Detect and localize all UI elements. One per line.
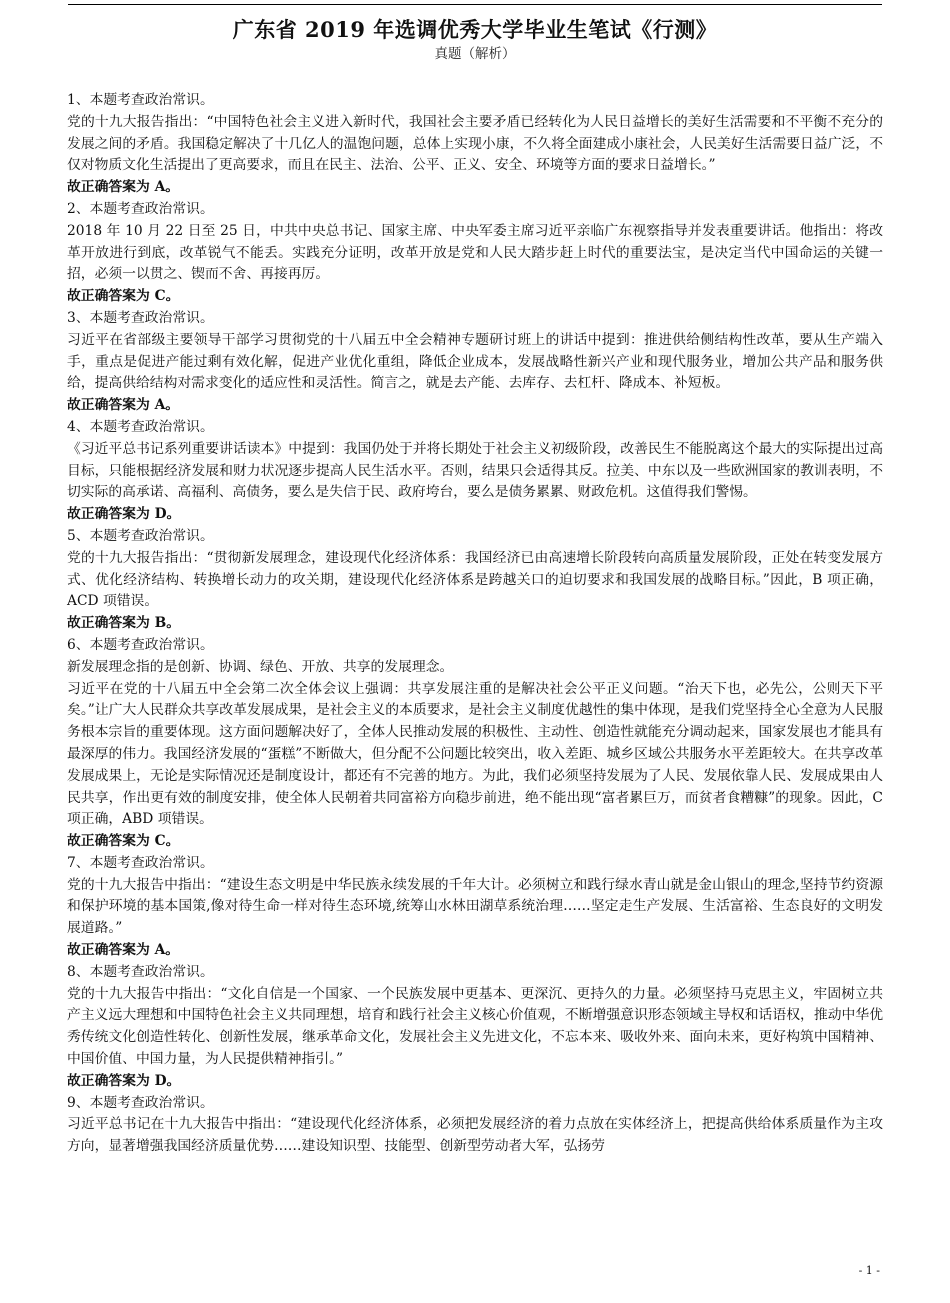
question-heading: 9、本题考查政治常识。 [67,1094,214,1111]
document-title: 广东省 2019 年选调优秀大学毕业生笔试《行测》 [232,17,718,42]
answer-line: 故正确答案为 A。 [67,179,180,196]
question-heading: 3、本题考查政治常识。 [67,309,214,326]
explanation-paragraph: 习近平总书记在十九大报告中指出：“建设现代化经济体系，必须把发展经济的着力点放在实体经济上，把提高供给体系质量作为主攻方向，显著增强我国经济质量优势……建设知识型、技能型、创新型劳动者大军，弘扬劳 [67,1116,883,1155]
answer-line: 故正确答案为 C。 [67,833,180,850]
question-block [67,90,883,199]
question-block [67,1093,883,1158]
question-heading: 4、本题考查政治常识。 [67,418,214,435]
question-heading: 8、本题考查政治常识。 [67,963,214,980]
answer-line: 故正确答案为 D。 [67,506,181,523]
question-block [67,853,883,962]
explanation-paragraph: 党的十九大报告指出：“中国特色社会主义进入新时代，我国社会主要矛盾已经转化为人民日益增长的美好生活需要和不平衡不充分的发展之间的矛盾。我国稳定解决了十几亿人的温饱问题，总体上实现小康，不久将全面建成小康社会，人民美好生活需要日益广泛，不仅对物质文化生活提出了更高要求，而且在民主、法治、公平、正义、安全、环境等方面的要求日益增长。” [67,113,883,174]
explanation-paragraph: 习近平在省部级主要领导干部学习贯彻党的十八届五中全会精神专题研讨班上的讲话中提到：推进供给侧结构性改革，要从生产端入手，重点是促进产能过剩有效化解，促进产业优化重组，降低企业成本，发展战略性新兴产业和现代服务业，增加公共产品和服务供给，提高供给结构对需求变化的适应性和灵活性。简言之，就是去产能、去库存、去杠杆、降成本、补短板。 [67,331,883,392]
answer-line: 故正确答案为 A。 [67,397,180,414]
question-heading: 5、本题考查政治常识。 [67,527,214,544]
question-heading: 2、本题考查政治常识。 [67,200,214,217]
question-block [67,526,883,635]
explanation-paragraph: 2018 年 10 月 22 日至 25 日，中共中央总书记、国家主席、中央军委主席习近平亲临广东视察指导并发表重要讲话。他指出：将改革开放进行到底，改革锐气不能丢。实践充分证明，改革开放是党和人民大踏步赶上时代的重要法宝，是决定当代中国命运的关键一招，必须一以贯之、锲而不舍、再接再厉。 [67,222,883,283]
question-block [67,635,883,853]
explanation-paragraph: 党的十九大报告指出：“贯彻新发展理念，建设现代化经济体系：我国经济已由高速增长阶段转向高质量发展阶段，正处在转变发展方式、优化经济结构、转换增长动力的攻关期，建设现代化经济体系是跨越关口的迫切要求和我国发展的战略目标。”因此，B 项正确，ACD 项错误。 [67,549,883,610]
question-heading: 6、本题考查政治常识。 [67,636,214,653]
answer-line: 故正确答案为 D。 [67,1072,181,1089]
explanation-paragraph: 党的十九大报告中指出：“建设生态文明是中华民族永续发展的千年大计。必须树立和践行绿水青山就是金山银山的理念,坚持节约资源和保护环境的基本国策,像对待生命一样对待生态环境,统筹山水林田湖草系统治理……坚定走生产发展、生活富裕、生态良好的文明发展道路。” [67,876,883,937]
question-block [67,199,883,308]
document-body [67,90,883,1158]
answer-line: 故正确答案为 C。 [67,288,180,305]
question-block [67,417,883,526]
question-block [67,308,883,417]
document-subtitle: 真题（解析） [434,46,516,62]
question-heading: 1、本题考查政治常识。 [67,92,214,108]
question-block [67,962,883,1093]
top-rule [68,4,882,5]
page-number: - 1 - [858,1264,880,1277]
explanation-paragraph: 新发展理念指的是创新、协调、绿色、开放、共享的发展理念。 [67,658,454,675]
question-heading: 7、本题考查政治常识。 [67,854,214,871]
explanation-paragraph: 《习近平总书记系列重要讲话读本》中提到：我国仍处于并将长期处于社会主义初级阶段，改善民生不能脱离这个最大的实际提出过高目标，只能根据经济发展和财力状况逐步提高人民生活水平。否则，结果只会适得其反。拉美、中东以及一些欧洲国家的教训表明，不切实际的高承诺、高福利、高债务，要么是失信于民、政府垮台，要么是债务累累、财政危机。这值得我们警惕。 [67,440,883,501]
answer-line: 故正确答案为 A。 [67,942,180,959]
answer-line: 故正确答案为 B。 [67,615,181,632]
explanation-paragraph: 习近平在党的十八届五中全会第二次全体会议上强调：共享发展注重的是解决社会公平正义问题。“治天下也，必先公，公则天下平矣。”让广大人民群众共享改革发展成果，是社会主义的本质要求，是社会主义制度优越性的集中体现，是我们党坚持全心全意为人民服务根本宗旨的重要体现。这方面问题解决好了，全体人民推动发展的积极性、主动性、创造性就能充分调动起来，国家发展也才能具有最深厚的伟力。我国经济发展的“蛋糕”不断做大，但分配不公问题比较突出，收入差距、城乡区域公共服务水平差距较大。在共享改革发展成果上，无论是实际情况还是制度设计，都还有不完善的地方。为此，我们必须坚持发展为了人民、发展依靠人民、发展成果由人民共享，作出更有效的制度安排，使全体人民朝着共同富裕方向稳步前进，绝不能出现“富者累巨万，而贫者食糟糠”的现象。因此，C 项正确，ABD 项错误。 [67,680,883,828]
explanation-paragraph: 党的十九大报告中指出：“文化自信是一个国家、一个民族发展中更基本、更深沉、更持久的力量。必须坚持马克思主义，牢固树立共产主义远大理想和中国特色社会主义共同理想，培育和践行社会主义核心价值观，不断增强意识形态领域主导权和话语权，推动中华优秀传统文化创造性转化、创新性发展，继承革命文化，发展社会主义先进文化，不忘本来、吸收外来、面向未来，更好构筑中国精神、中国价值、中国力量，为人民提供精神指引。” [67,985,883,1068]
